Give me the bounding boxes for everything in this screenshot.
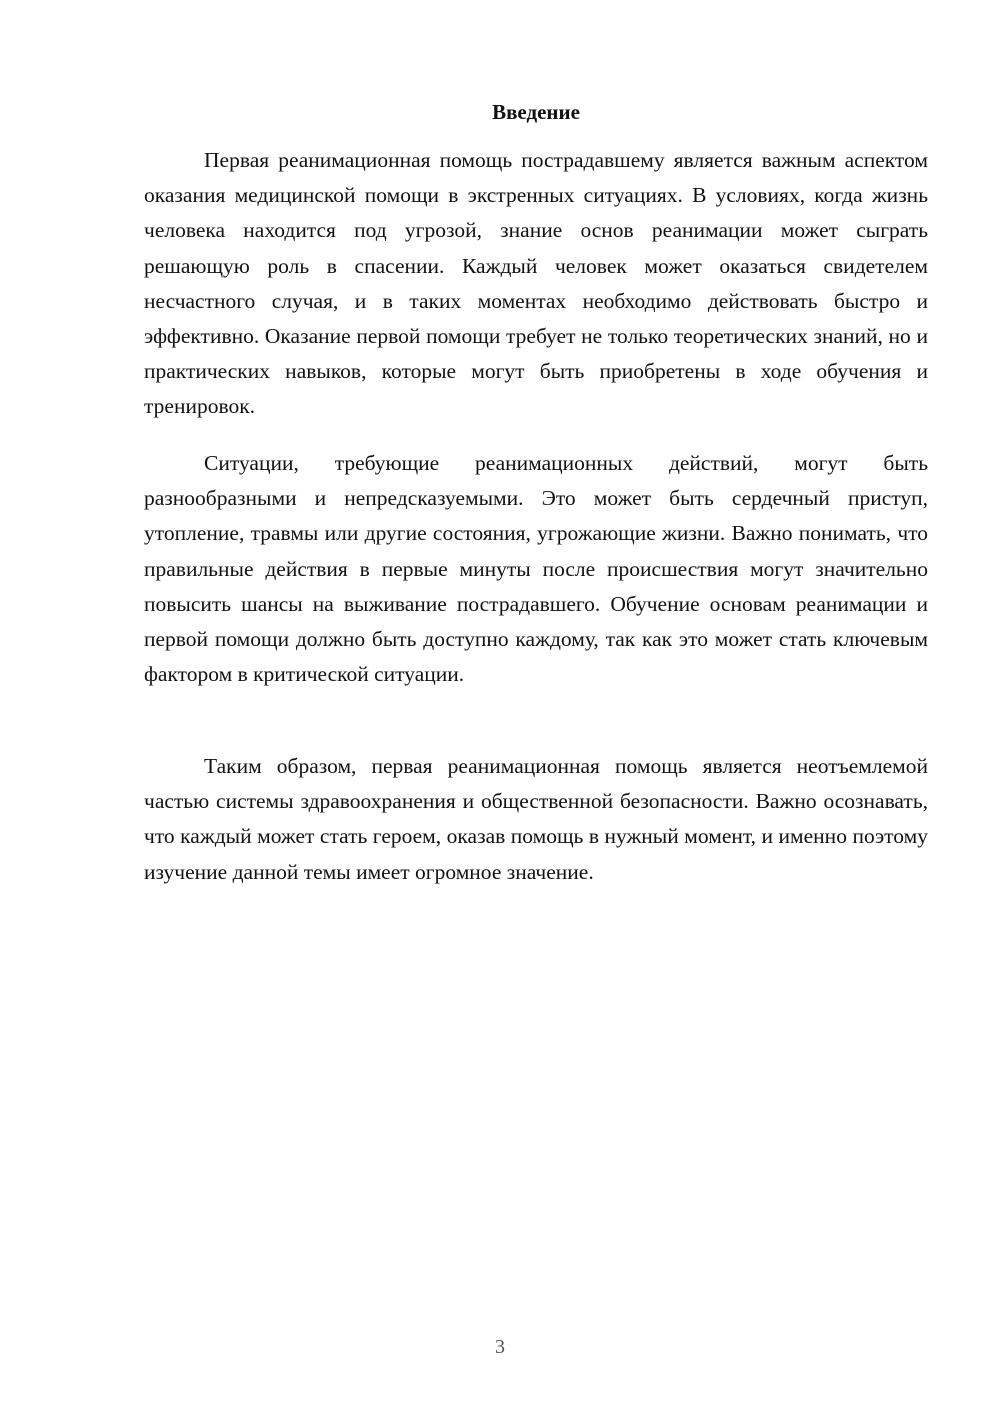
paragraph-3: Таким образом, первая реанимационная помощь является неотъемлемой частью системы здравоохранения и общественной безопасности. Важно осознавать, что каждый может стать героем, оказав помощь в нужный момент, и именно поэтому изучение данной темы имеет огромное значение. bbox=[144, 754, 928, 884]
paragraph-1: Первая реанимационная помощь пострадавшему является важным аспектом оказания медицинской помощи в экстренных ситуациях. В условиях, когда жизнь человека находится под угрозой, знание основ реанимации может сыграть решающую роль в спасении. Каждый человек может оказаться свидетелем несчастного случая, и в таких моментах необходимо действовать быстро и эффективно. Оказание первой помощи требует не только теоретических знаний, но и практических навыков, которые могут быть приобретены в ходе обучения и тренировок. bbox=[144, 148, 928, 419]
page-number: 3 bbox=[495, 1336, 505, 1358]
paragraph-2: Ситуации, требующие реанимационных действий, могут быть разнообразными и непредсказуемыми. Это может быть сердечный приступ, утопление, травмы или другие состояния, угрожающие жизни. Важно понимать, что правильные действия в первые минуты после происшествия могут значительно повысить шансы на выживание пострадавшего. Обучение основам реанимации и первой помощи должно быть доступно каждому, так как это может стать ключевым фактором в критической ситуации. bbox=[144, 451, 928, 687]
section-heading: Введение bbox=[492, 100, 580, 124]
